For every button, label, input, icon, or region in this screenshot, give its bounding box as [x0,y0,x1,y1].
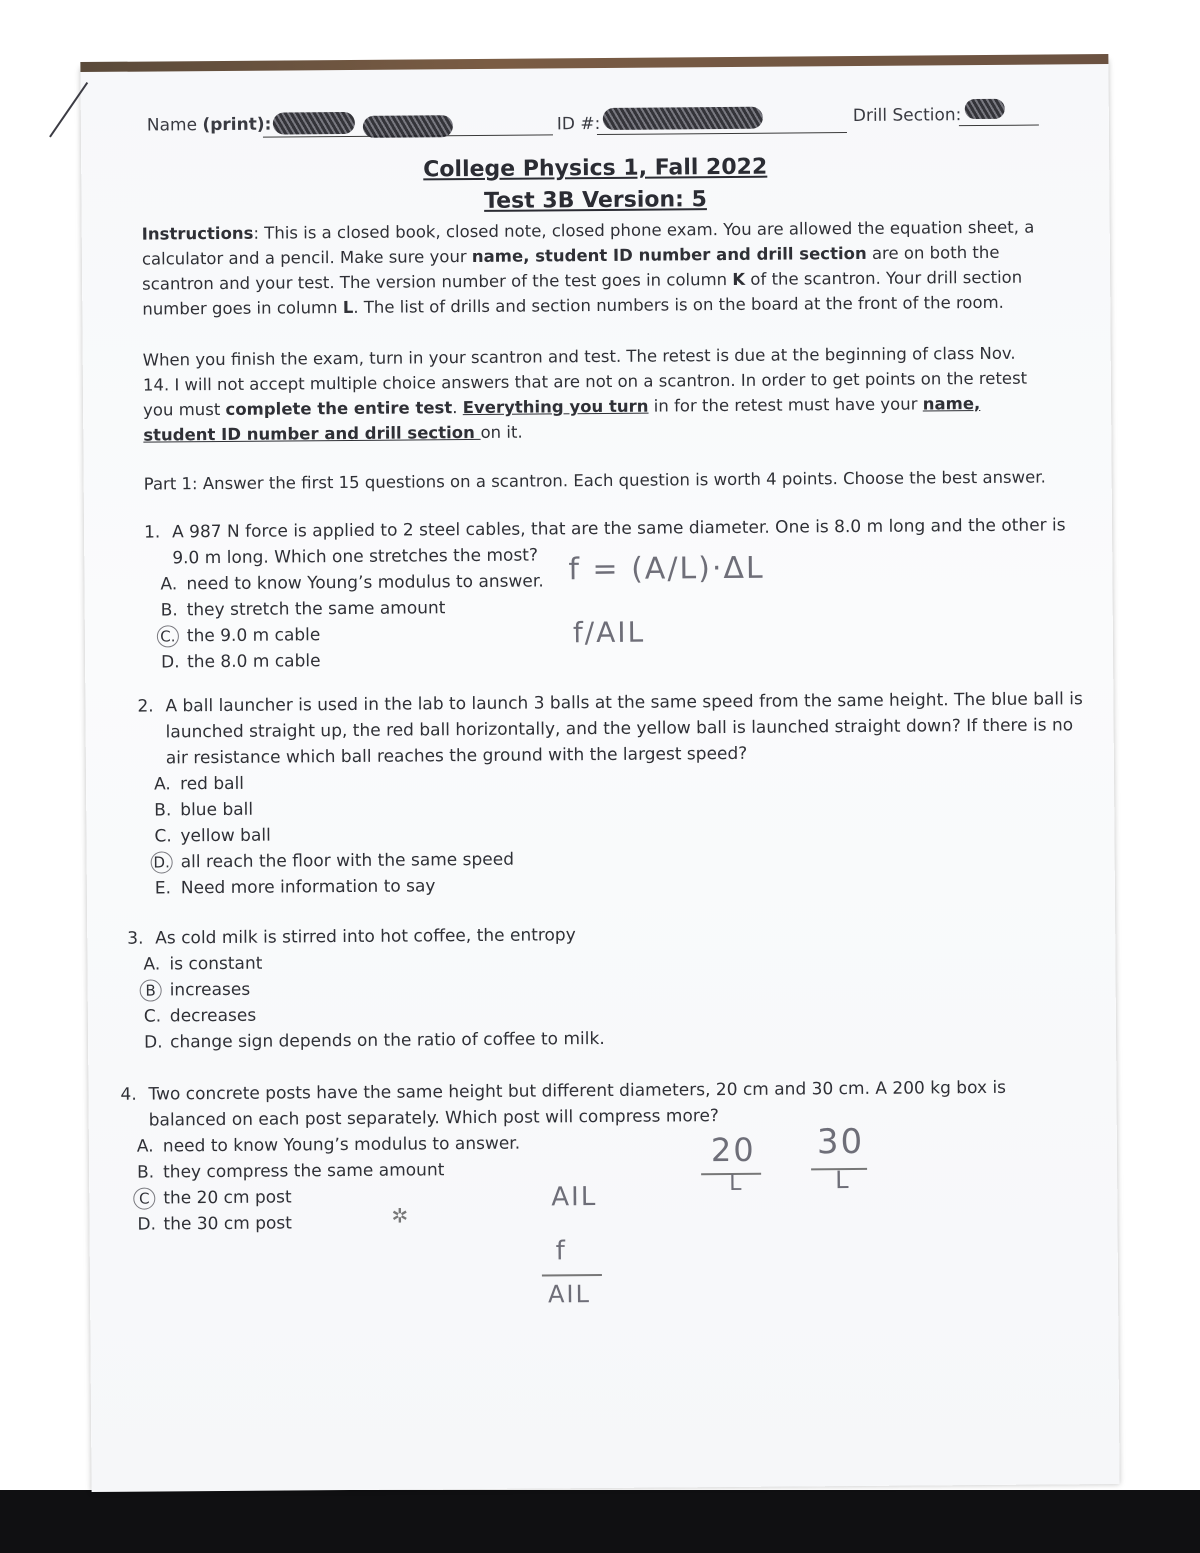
handwritten-ail-2: AIL [547,1280,592,1309]
question-3: 3. As cold milk is stirred into hot coffee, the entropy A. is constant B increases C. decreases D. change sign depends on the ratio of coffee to milk. [127,925,605,1053]
id-label: ID #: [556,113,601,135]
handwritten-20: 20 [710,1130,756,1170]
question-1: 1. A 987 N force is applied to 2 steel cables, that are the same diameter. One is 8.0 m long and the other is 9.0 m long. Which one stretches the most? A. need to know Young’s modulus to answer. B. they stretch the same amount C. the 9.0 m cable D. the 8.0 m cable [143,515,1066,673]
name-label: Name (print): [146,114,272,136]
part1-heading: Part 1: Answer the first 15 questions on a scantron. Each question is worth 4 points. Choose the best answer. [143,467,1046,494]
handwritten-ail: AIL [551,1182,598,1213]
retest-paragraph: When you finish the exam, turn in your scantron and test. The retest is due at the beginning of class Nov. 14. I will not accept multiple choice answers that are not on a scantron. In order to get points on the retest you must complete the entire test. Everything you turn in for the retest must have your name, student ID number and drill section on it. [142,343,1028,445]
instructions-paragraph: Instructions: This is a closed book, closed note, closed phone exam. You are allowed the equation sheet, a calculator and a pencil. Make sure your name, student ID number and drill section are on both the scantron and your test. The version number of the test goes in column K of the scantron. Your drill section number goes in column L. The list of drills and section numbers is on the board at the front of the room. [141,217,1035,319]
redacted-id-scribble [603,107,763,130]
handwritten-ratio: f/AIL [572,615,646,650]
handwritten-formula: f = (A/L)·ΔL [568,550,765,588]
fraction-bar [542,1274,602,1276]
handwritten-l-1: L [729,1170,744,1196]
redacted-drill-scribble [965,99,1005,119]
test-title: Test 3B Version: 5 [483,187,707,214]
photo-background [0,1490,1200,1553]
circled-answer: D. [151,851,173,873]
id-line [597,132,847,135]
handwritten-l-2: L [835,1166,851,1195]
redacted-name-scribble-2 [363,115,453,138]
paper-top-edge [80,54,1108,72]
course-title: College Physics 1, Fall 2022 [423,154,768,183]
circled-answer: C. [157,625,179,647]
redacted-name-scribble [273,112,355,135]
pen-mark [49,82,88,137]
exam-page [80,60,1119,1492]
question-4: 4. Two concrete posts have the same height but different diameters, 20 cm and 30 cm. A 200 kg box is balanced on each post separately. Which post will compress more? A. need to know Young’s modulus to answer. B. they compress the same amount C the 20 cm post D. the 30 cm post [120,1077,1007,1235]
handwritten-f: f [555,1236,568,1267]
circled-answer: B [140,979,162,1001]
handwritten-30: 30 [816,1121,865,1163]
circled-answer: C [133,1188,155,1210]
drill-label: Drill Section: [852,105,962,126]
star-doodle-icon: ✲ [391,1203,409,1228]
drill-line [959,125,1039,127]
question-2: 2. A ball launcher is used in the lab to launch 3 balls at the same speed from the same height. The blue ball is launched straight up, the red ball horizontally, and the yellow ball is launched straight down? If there is no air resistance which ball reaches the ground with the largest speed? A. red ball B. blue ball C. yellow ball D. all reach the floor with the same speed E. Need more information to say [137,689,1083,899]
